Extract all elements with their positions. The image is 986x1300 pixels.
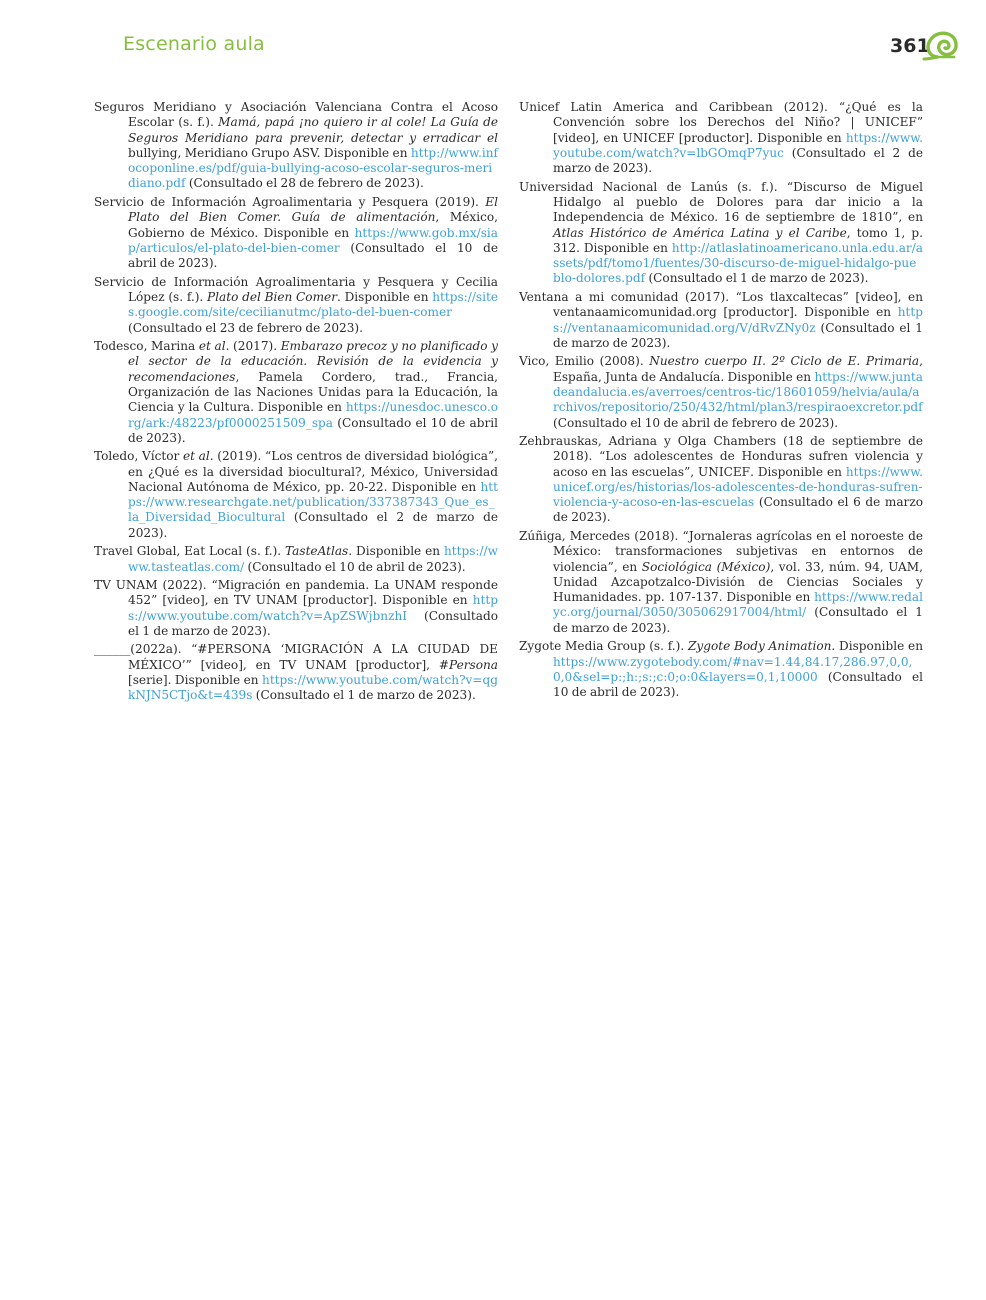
spiral-snail-icon: [921, 28, 959, 62]
reference-entry-siap-1: Servicio de Información Agroalimentaria y Pesquera (2019). El Plato del Bien Comer. Guía de alimentación, México, Gobierno de México. Disponible en https://www.gob.mx/siap/articulos/el-plato-del-bien-comer (Consultado el 10 de abril de 2023).: [94, 194, 498, 271]
section-title: Escenario aula: [123, 33, 265, 55]
reference-entry-seguros: Seguros Meridiano y Asociación Valenciana Contra el Acoso Escolar (s. f.). Mamá, papá ¡no quiero ir al cole! La Guía de Seguros Meridiano para prevenir, detectar y erradicar el bullying, Meridiano Grupo ASV. Disponible en http://www.infocoponline.es/pdf/guia-bullying-acoso-escolar-seguros-meridiano.pdf (Consultado el 28 de febrero de 2023).: [94, 100, 499, 191]
reference-entry-unicef: Unicef Latin America and Caribbean (2012). “¿Qué es la Convención sobre los Derechos del Niño? | UNICEF” [video], en UNICEF [productor]. Disponible en https://www.youtube.com/watch?v=lbGOmqP7yuc (Consultado el 2 de marzo de 2023).: [519, 100, 923, 176]
reference-link[interactable]: https://www.unicef.org/es/historias/los-adolescentes-de-honduras-sufren-violencia-y-acoso-en-las-escuelas: [553, 464, 923, 510]
reference-link[interactable]: https://www.youtube.com/watch?v=qgkNJN5CTjo&t=439s: [128, 673, 498, 703]
reference-link[interactable]: https://ventanaamicomunidad.org/V/dRvZNy0z: [553, 305, 923, 335]
reference-entry-todesco: Todesco, Marina et al. (2017). Embarazo precoz y no planificado y el sector de la educación. Revisión de la evidencia y recomendaciones, Pamela Cordero, trad., Francia, Organización de las Naciones Unidas para la Educación, la Ciencia y la Cultura. Disponible en https://unesdoc.unesco.org/ark:/48223/pf0000251509_spa (Consultado el 10 de abril de 2023).: [94, 339, 499, 445]
reference-entry-siap-2: Servicio de Información Agroalimentaria y Pesquera y Cecilia López (s. f.). Plato del Bien Comer. Disponible en https://sites.google.com/site/cecilianutmc/plato-del-buen-comer (Consultado el 23 de febrero de 2023).: [94, 274, 498, 335]
reference-entry-travel: Travel Global, Eat Local (s. f.). TasteAtlas. Disponible en https://www.tasteatlas.com/ (Consultado el 10 de abril de 2023).: [94, 544, 498, 574]
reference-link[interactable]: https://www.tasteatlas.com/: [128, 544, 498, 574]
reference-entry-zuniga: Zúñiga, Mercedes (2018). “Jornaleras agrícolas en el noroeste de México: transformaciones subjetivas en entornos de violencia”, en Sociológica (México), vol. 33, núm. 94, UAM, Unidad Azcapotzalco-División de Ciencias Sociales y Humanidades. pp. 107-137. Disponible en https://www.redalyc.org/journal/3050/305062917004/html/ (Consultado el 1 de marzo de 2023).: [519, 528, 924, 635]
references-right-column: [519, 100, 923, 704]
references-left-column: [94, 100, 498, 707]
reference-link[interactable]: https://www.gob.mx/siap/articulos/el-plato-del-bien-comer: [128, 225, 498, 255]
reference-entry-zygote: Zygote Media Group (s. f.). Zygote Body Animation. Disponible en https://www.zygotebody.com/#nav=1.44,84.17,286.97,0,0,0,0&sel=p:;h:;s:;c:0;o:0&layers=0,1,10000 (Consultado el 10 de abril de 2023).: [519, 639, 923, 700]
reference-entry-ventana: Ventana a mi comunidad (2017). “Los tlaxcaltecas” [video], en ventanaamicomunidad.org [productor]. Disponible en https://ventanaamicomunidad.org/V/dRvZNy0z (Consultado el 1 de marzo de 2023).: [519, 289, 923, 350]
reference-entry-unla: Universidad Nacional de Lanús (s. f.). “Discurso de Miguel Hidalgo al pueblo de Dolores para dar inicio a la Independencia de México. 16 de septiembre de 1810”, en Atlas Histórico de América Latina y el Caribe, tomo 1, p. 312. Disponible en http://atlaslatinoamericano.unla.edu.ar/assets/pdf/tomo1/fuentes/30-discurso-de-miguel-hidalgo-pueblo-dolores.pdf (Consultado el 1 de marzo de 2023).: [519, 179, 923, 286]
reference-link[interactable]: https://www.youtube.com/watch?v=lbGOmqP7yuc: [553, 130, 923, 160]
page-number: 361: [890, 35, 930, 57]
reference-link[interactable]: https://unesdoc.unesco.org/ark:/48223/pf0000251509_spa: [128, 400, 498, 430]
reference-entry-toledo: Toledo, Víctor et al. (2019). “Los centros de diversidad biológica”, en ¿Qué es la diversidad biocultural?, México, Universidad Nacional Autónoma de México, pp. 20-22. Disponible en https://www.researchgate.net/publication/337387343_Que_es_la_Diversidad_Biocultural (Consultado el 2 de marzo de 2023).: [94, 449, 498, 540]
reference-entry-tvunam-2: ______(2022a). “#PERSONA ‘MIGRACIÓN A LA CIUDAD DE MÉXICO’” [video], en TV UNAM [productor], #Persona [serie]. Disponible en https://www.youtube.com/watch?v=qgkNJN5CTjo&t=439s (Consultado el 1 de marzo de 2023).: [94, 642, 498, 703]
reference-link[interactable]: https://www.youtube.com/watch?v=ApZSWjbnzhI: [128, 593, 498, 623]
reference-link[interactable]: http://atlaslatinoamericano.unla.edu.ar/assets/pdf/tomo1/fuentes/30-discurso-de-miguel-hidalgo-pueblo-dolores.pdf: [553, 240, 923, 286]
reference-entry-tvunam-1: TV UNAM (2022). “Migración en pandemia. La UNAM responde 452” [video], en TV UNAM [productor]. Disponible en https://www.youtube.com/watch?v=ApZSWjbnzhI (Consultado el 1 de marzo de 2023).: [94, 578, 498, 638]
reference-entry-zehbrauskas: Zehbrauskas, Adriana y Olga Chambers (18 de septiembre de 2018). “Los adolescentes de Honduras sufren violencia y acoso en las escuelas”, UNICEF. Disponible en https://www.unicef.org/es/historias/los-adolescentes-de-honduras-sufren-violencia-y-acoso-en-las-escuelas (Consultado el 6 de marzo de 2023).: [519, 433, 923, 525]
reference-link[interactable]: https://www.zygotebody.com/#nav=1.44,84.17,286.97,0,0,0,0&sel=p:;h:;s:;c:0;o:0&layers=0,1,10000: [553, 654, 913, 684]
reference-link[interactable]: http://www.infocoponline.es/pdf/guia-bullying-acoso-escolar-seguros-meridiano.pdf: [128, 145, 498, 191]
reference-link[interactable]: https://www.juntadeandalucia.es/averroes/centros-tic/18601059/helvia/aula/archivos/repositorio/250/432/html/plan3/respiraoexcretor.pdf: [553, 369, 923, 415]
reference-link[interactable]: https://www.redalyc.org/journal/3050/305062917004/html/: [553, 590, 923, 620]
reference-link[interactable]: https://www.researchgate.net/publication/337387343_Que_es_la_Diversidad_Biocultural: [128, 479, 498, 525]
reference-link[interactable]: https://sites.google.com/site/cecilianutmc/plato-del-buen-comer: [128, 289, 498, 320]
reference-entry-vico: Vico, Emilio (2008). Nuestro cuerpo II. 2º Ciclo de E. Primaria, España, Junta de Andalucía. Disponible en https://www.juntadeandalucia.es/averroes/centros-tic/18601059/helvia/aula/archivos/repositorio/250/432/html/plan3/respiraoexcretor.pdf (Consultado el 10 de abril de febrero de 2023).: [519, 354, 924, 430]
